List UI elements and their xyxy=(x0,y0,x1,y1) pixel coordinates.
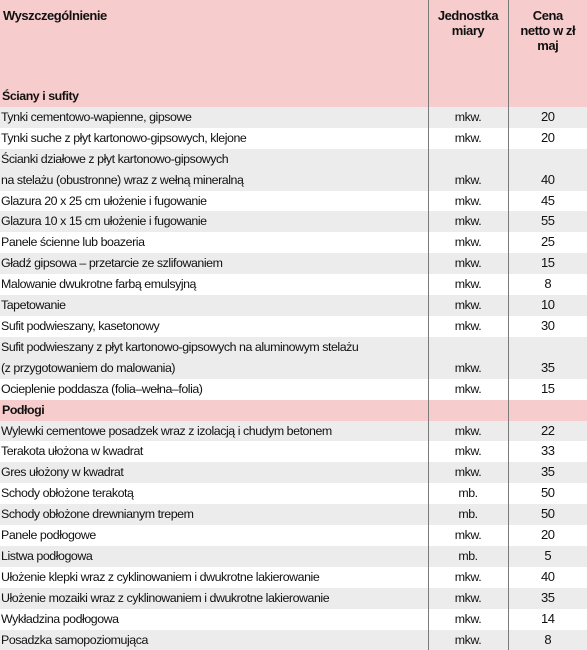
item-description-line: Wylewki cementowe posadzek wraz z izolacją i chudym betonem xyxy=(1,421,428,442)
table-row xyxy=(0,316,587,337)
table-row xyxy=(0,253,587,274)
item-unit-cell xyxy=(428,274,508,295)
table-row xyxy=(0,588,587,609)
section-header-row xyxy=(0,86,587,107)
item-price: 40 xyxy=(541,172,555,187)
item-price-cell xyxy=(508,441,587,462)
column-header-description xyxy=(0,0,428,86)
item-unit: mkw. xyxy=(455,465,481,479)
item-price-cell xyxy=(508,253,587,274)
item-price-cell xyxy=(508,295,587,316)
item-price: 45 xyxy=(541,193,555,208)
item-price-cell xyxy=(508,211,587,232)
item-unit: mkw. xyxy=(455,131,481,145)
item-unit: mb. xyxy=(458,507,477,521)
item-unit: mb. xyxy=(458,486,477,500)
item-unit-cell xyxy=(428,211,508,232)
item-unit-cell xyxy=(428,609,508,630)
item-description-line: Glazura 20 x 25 cm ułożenie i fugowanie xyxy=(1,191,428,212)
item-unit: mkw. xyxy=(455,424,481,438)
item-description-line: Malowanie dwukrotne farbą emulsyjną xyxy=(1,274,428,295)
table-row xyxy=(0,274,587,295)
item-price: 22 xyxy=(541,423,555,438)
item-price-cell xyxy=(508,274,587,295)
table-row xyxy=(0,149,587,191)
item-description-cell xyxy=(0,128,428,149)
item-description-line: Tapetowanie xyxy=(1,295,428,316)
item-unit-cell xyxy=(428,191,508,212)
item-description-cell xyxy=(0,274,428,295)
item-price: 35 xyxy=(541,590,555,605)
item-price: 33 xyxy=(541,443,555,458)
item-description-cell xyxy=(0,337,428,379)
item-price: 20 xyxy=(541,527,555,542)
item-price: 35 xyxy=(541,464,555,479)
item-description-cell xyxy=(0,253,428,274)
table-row xyxy=(0,462,587,483)
table-row xyxy=(0,211,587,232)
item-unit-cell xyxy=(428,316,508,337)
column-header-price xyxy=(508,0,587,86)
item-unit: mkw. xyxy=(455,110,481,124)
table-row xyxy=(0,379,587,400)
item-description-line: Sufit podwieszany z płyt kartonowo-gipsowych na aluminowym stelażu xyxy=(1,337,428,358)
column-header-description-text: Wyszczególnienie xyxy=(3,8,107,23)
item-unit: mkw. xyxy=(455,277,481,291)
item-price: 8 xyxy=(544,632,551,647)
item-description-line: Listwa podłogowa xyxy=(1,546,428,567)
item-description-cell xyxy=(0,421,428,442)
item-description-line: Glazura 10 x 15 cm ułożenie i fugowanie xyxy=(1,211,428,232)
item-price: 20 xyxy=(541,130,555,145)
item-price: 50 xyxy=(541,506,555,521)
item-price-cell xyxy=(508,567,587,588)
item-description-line: Posadzka samopoziomująca xyxy=(1,630,428,650)
item-price: 10 xyxy=(541,297,555,312)
item-description-cell xyxy=(0,191,428,212)
item-price-cell xyxy=(508,128,587,149)
item-unit-cell xyxy=(428,337,508,379)
section-price-cell xyxy=(508,400,587,421)
item-unit-cell xyxy=(428,588,508,609)
item-unit-cell xyxy=(428,567,508,588)
header-row xyxy=(0,0,587,86)
item-unit: mb. xyxy=(458,549,477,563)
item-price: 15 xyxy=(541,255,555,270)
item-price: 55 xyxy=(541,213,555,228)
item-description-cell xyxy=(0,149,428,191)
item-description-cell xyxy=(0,504,428,525)
item-unit: mkw. xyxy=(455,382,481,396)
item-price: 5 xyxy=(544,548,551,563)
item-price-cell xyxy=(508,191,587,212)
column-header-unit-line1: Jednostka xyxy=(429,8,508,23)
item-description-line: Ułożenie klepki wraz z cyklinowaniem i dwukrotne lakierowanie xyxy=(1,567,428,588)
item-description-cell xyxy=(0,546,428,567)
table-row xyxy=(0,295,587,316)
item-description-cell xyxy=(0,525,428,546)
item-description-line: na stelażu (obustronne) wraz z wełną mineralną xyxy=(1,170,428,191)
item-unit: mkw. xyxy=(455,214,481,228)
item-unit: mkw. xyxy=(455,528,481,542)
item-price: 40 xyxy=(541,569,555,584)
item-description-cell xyxy=(0,441,428,462)
item-price-cell xyxy=(508,337,587,379)
table-row xyxy=(0,567,587,588)
item-unit: mkw. xyxy=(455,591,481,605)
item-description-line: Gres ułożony w kwadrat xyxy=(1,462,428,483)
section-unit-cell xyxy=(428,400,508,421)
item-unit-cell xyxy=(428,462,508,483)
table-row xyxy=(0,337,587,379)
item-description-line: Wykładzina podłogowa xyxy=(1,609,428,630)
column-header-unit-line2: miary xyxy=(429,23,508,38)
item-unit: mkw. xyxy=(455,298,481,312)
item-unit-cell xyxy=(428,483,508,504)
section-title-cell xyxy=(0,400,428,421)
column-header-price-line2: netto w zł xyxy=(509,23,587,38)
item-description-cell xyxy=(0,379,428,400)
item-description-line: Panele podłogowe xyxy=(1,525,428,546)
item-description-line: Gładź gipsowa – przetarcie ze szlifowaniem xyxy=(1,253,428,274)
item-price: 15 xyxy=(541,381,555,396)
table-row xyxy=(0,191,587,212)
item-description-cell xyxy=(0,462,428,483)
item-description-line: Terakota ułożona w kwadrat xyxy=(1,441,428,462)
item-unit-cell xyxy=(428,107,508,128)
item-description-cell xyxy=(0,107,428,128)
item-description-line: (z przygotowaniem do malowania) xyxy=(1,358,428,379)
item-description-line: Schody obłożone terakotą xyxy=(1,483,428,504)
item-unit-cell xyxy=(428,421,508,442)
section-title-cell xyxy=(0,86,428,107)
item-price-cell xyxy=(508,107,587,128)
item-price-cell xyxy=(508,546,587,567)
table-row xyxy=(0,232,587,253)
item-price-cell xyxy=(508,462,587,483)
table-row xyxy=(0,128,587,149)
table-row xyxy=(0,609,587,630)
item-description-line: Ułożenie mozaiki wraz z cyklinowaniem i dwukrotne lakierowanie xyxy=(1,588,428,609)
column-header-price-line1: Cena xyxy=(509,8,587,23)
item-unit-cell xyxy=(428,232,508,253)
item-description-cell xyxy=(0,232,428,253)
item-description-cell xyxy=(0,211,428,232)
column-header-price-line3: maj xyxy=(509,38,587,53)
item-unit-cell xyxy=(428,525,508,546)
table-row xyxy=(0,107,587,128)
section-title: Ściany i sufity xyxy=(2,89,79,103)
item-price-cell xyxy=(508,483,587,504)
item-description-cell xyxy=(0,316,428,337)
item-price: 25 xyxy=(541,234,555,249)
item-price-cell xyxy=(508,588,587,609)
section-header-row xyxy=(0,400,587,421)
table-row xyxy=(0,483,587,504)
item-price-cell xyxy=(508,232,587,253)
item-unit: mkw. xyxy=(455,633,481,647)
item-price-cell xyxy=(508,149,587,191)
item-unit: mkw. xyxy=(455,319,481,333)
item-description-cell xyxy=(0,483,428,504)
section-price-cell xyxy=(508,86,587,107)
item-unit: mkw. xyxy=(455,256,481,270)
item-unit: mkw. xyxy=(455,570,481,584)
item-price-cell xyxy=(508,379,587,400)
item-unit: mkw. xyxy=(455,235,481,249)
section-title: Podłogi xyxy=(2,403,44,417)
item-price: 14 xyxy=(541,611,555,626)
table-row xyxy=(0,546,587,567)
item-price-cell xyxy=(508,609,587,630)
item-unit-cell xyxy=(428,128,508,149)
item-description-line: Tynki suche z płyt kartonowo-gipsowych, klejone xyxy=(1,128,428,149)
item-unit-cell xyxy=(428,253,508,274)
section-unit-cell xyxy=(428,86,508,107)
item-unit-cell xyxy=(428,441,508,462)
item-price: 8 xyxy=(544,276,551,291)
item-unit: mkw. xyxy=(455,444,481,458)
item-price-cell xyxy=(508,421,587,442)
item-description-line: Schody obłożone drewnianym trepem xyxy=(1,504,428,525)
item-description-cell xyxy=(0,588,428,609)
item-price-cell xyxy=(508,504,587,525)
item-description-cell xyxy=(0,567,428,588)
item-description-cell xyxy=(0,609,428,630)
item-unit-cell xyxy=(428,504,508,525)
item-description-line: Panele ścienne lub boazeria xyxy=(1,232,428,253)
item-price-cell xyxy=(508,525,587,546)
item-unit-cell xyxy=(428,295,508,316)
item-price: 50 xyxy=(541,485,555,500)
item-description-line: Ścianki działowe z płyt kartonowo-gipsowych xyxy=(1,149,428,170)
item-unit: mkw. xyxy=(455,173,481,187)
item-price: 20 xyxy=(541,109,555,124)
item-unit: mkw. xyxy=(455,612,481,626)
column-header-unit xyxy=(428,0,508,86)
table-row xyxy=(0,421,587,442)
item-description-line: Sufit podwieszany, kasetonowy xyxy=(1,316,428,337)
item-description-cell xyxy=(0,295,428,316)
item-unit-cell xyxy=(428,149,508,191)
table-row xyxy=(0,441,587,462)
item-price: 35 xyxy=(541,360,555,375)
item-description-line: Ocieplenie poddasza (folia–wełna–folia) xyxy=(1,379,428,400)
table-row xyxy=(0,504,587,525)
item-unit-cell xyxy=(428,379,508,400)
item-description-line: Tynki cementowo-wapienne, gipsowe xyxy=(1,107,428,128)
item-price: 30 xyxy=(541,318,555,333)
item-unit-cell xyxy=(428,546,508,567)
item-unit: mkw. xyxy=(455,194,481,208)
item-price-cell xyxy=(508,316,587,337)
item-unit: mkw. xyxy=(455,361,481,375)
table-row xyxy=(0,525,587,546)
